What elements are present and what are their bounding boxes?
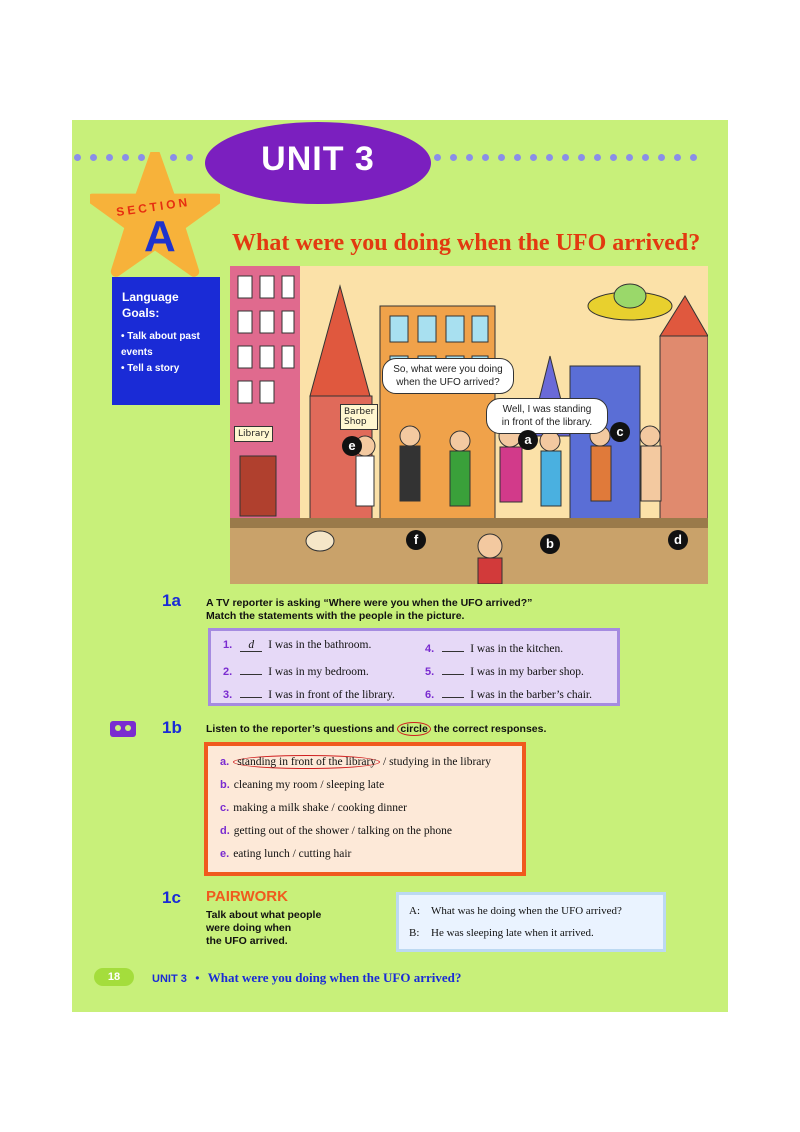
item-letter: d. [220,825,230,837]
item-text: I was in my barber shop. [470,666,584,678]
instruction-line: Match the statements with the people in the picture. [206,610,465,622]
exercise-1b-number: 1b [162,718,182,737]
unit-banner [205,122,431,204]
circled-word: circle [397,722,430,736]
bubble-line: So, what were you doing [393,364,503,375]
dialog-text: What was he doing when the UFO arrived? [431,905,622,917]
response-item [220,756,491,768]
response-item [220,802,407,814]
page-headline: What were you doing when the UFO arrived? [232,230,701,256]
item-text: I was in the barber’s chair. [470,689,592,701]
dot-row-right [434,154,726,164]
picture-label-a: a [518,430,538,450]
response-text[interactable]: eating lunch / cutting hair [233,848,352,860]
library-sign: Library [234,426,273,442]
item-number: 3. [223,689,233,701]
dialog-text: He was sleeping late when it arrived. [431,927,594,939]
response-item [220,779,384,791]
answer-blank[interactable]: d [240,639,262,652]
street-scene-drawing [230,266,708,584]
page-number: 18 [94,968,134,986]
running-footer [152,970,461,986]
answer-blank[interactable] [442,639,464,652]
response-item [220,848,351,860]
item-number: 2. [223,666,233,678]
cassette-icon[interactable] [110,721,136,737]
pairwork-heading: PAIRWORK [206,888,288,905]
instruction-line: A TV reporter is asking “Where were you when the UFO arrived?” [206,597,533,609]
ufo-street-illustration [230,266,708,584]
pairwork-dialog-box [396,892,666,952]
response-item [220,825,452,837]
exercise-1c-instructions [206,909,321,948]
answer-blank[interactable] [240,685,262,698]
language-goals-title: Language Goals: [122,290,179,320]
dialog-line [409,905,622,917]
item-number: 4. [425,643,435,655]
instruction-line: the UFO arrived. [206,935,288,947]
item-number: 6. [425,689,435,701]
goal-item: • Tell a story [121,361,220,377]
item-number: 1. [223,639,233,651]
match-item [223,662,369,678]
picture-label-f: f [406,530,426,550]
item-text: I was in the bathroom. [268,639,372,651]
unit-title: UNIT 3 [261,140,375,178]
response-text[interactable]: cleaning my room / sleeping late [233,779,385,791]
speaker: A: [409,905,420,917]
exercise-1a-box [208,628,620,706]
exercise-1a-number: 1a [162,591,181,610]
picture-label-e: e [342,436,362,456]
answer-blank[interactable] [240,662,262,675]
bubble-line: when the UFO arrived? [396,377,500,388]
picture-label-c: c [610,422,630,442]
barber-shop-sign [340,404,378,430]
match-item [223,685,395,701]
instruction-part: the correct responses. [433,723,547,735]
textbook-page [72,120,728,1012]
response-text[interactable]: / studying in the library [380,756,491,768]
bubble-line: Well, I was standing [502,404,592,415]
match-item [425,639,563,655]
item-letter: a. [220,756,230,768]
speech-bubble-woman [486,398,608,434]
item-text: I was in my bedroom. [268,666,369,678]
language-goals-box [112,277,220,405]
footer-bullet: • [195,971,200,985]
picture-label-b: b [540,534,560,554]
item-text: I was in front of the library. [268,689,395,701]
section-letter: A [144,212,176,261]
match-item [223,639,371,652]
footer-title: What were you doing when the UFO arrived? [207,970,462,985]
item-text: I was in the kitchen. [470,643,564,655]
answer-blank[interactable] [442,662,464,675]
exercise-1b-instructions [206,723,546,736]
item-letter: c. [220,802,230,814]
sign-line: Barber [344,407,375,417]
response-text[interactable]: making a milk shake / cooking dinner [233,802,407,814]
language-goals-list [121,329,220,377]
goal-item: • Talk about past events [121,329,220,361]
exercise-1b-box [204,742,526,876]
match-item [425,685,592,701]
instruction-part: Listen to the reporter’s questions and [206,723,395,735]
speech-bubble-reporter [382,358,514,394]
answer-blank[interactable] [442,685,464,698]
exercise-1a-instructions [206,597,532,623]
circled-response[interactable]: standing in front of the library [233,755,380,769]
item-number: 5. [425,666,435,678]
exercise-1c-number: 1c [162,888,181,907]
dialog-line [409,927,594,939]
section-word: SECTION [115,194,191,220]
footer-unit: UNIT 3 [152,973,187,985]
picture-label-d: d [668,530,688,550]
item-letter: b. [220,779,230,791]
bubble-line: in front of the library. [501,417,593,428]
speaker: B: [409,927,420,939]
sign-line: Shop [344,417,367,427]
instruction-line: Talk about what people [206,909,322,921]
response-text[interactable]: getting out of the shower / talking on the phone [233,825,452,837]
instruction-line: were doing when [206,922,292,934]
item-letter: e. [220,848,230,860]
match-item [425,662,584,678]
